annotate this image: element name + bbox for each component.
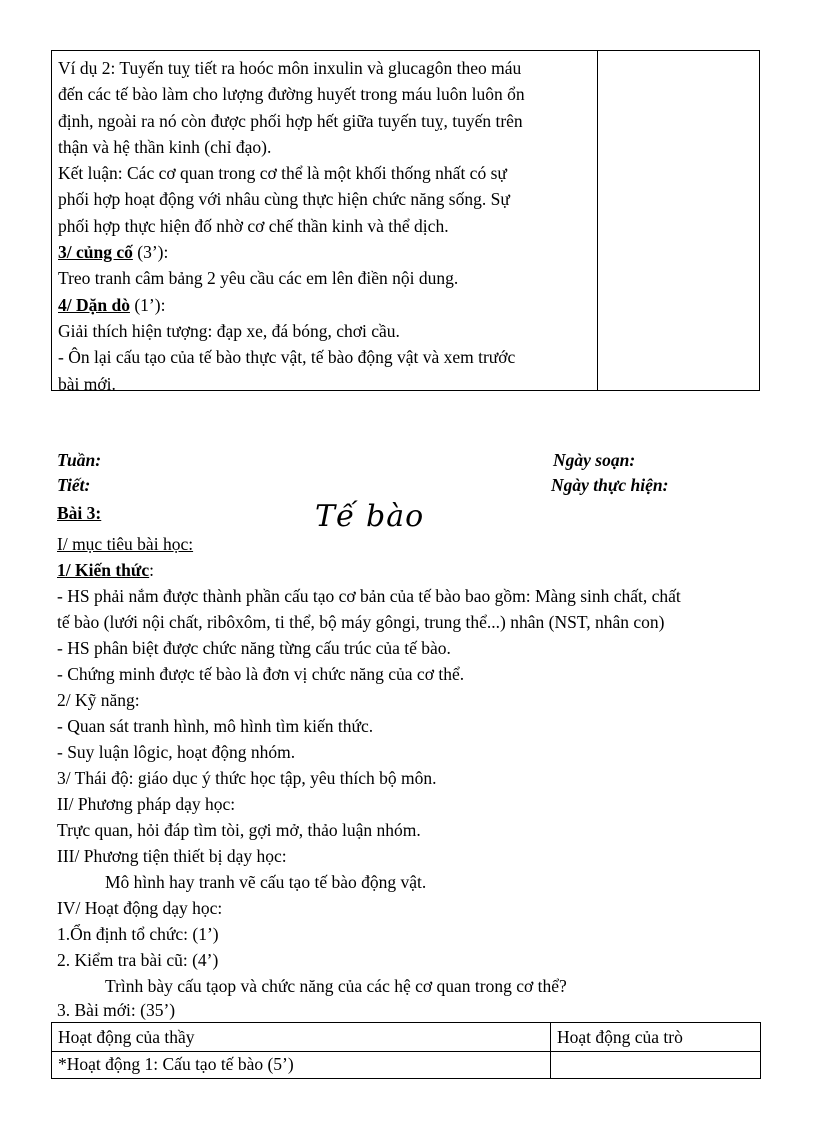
table-column-divider [597,51,598,390]
teacher-activity-cell [58,55,594,397]
review-question: Trình bày cấu tạop và chức năng của các hệ cơ quan trong cơ thể? [105,976,567,996]
skills-line: - Suy luận lôgic, hoạt động nhóm. [57,742,296,762]
knowledge-line: - Chứng minh được tế bào là đơn vị chức năng của cơ thể. [57,664,465,684]
example-line: đến các tế bào làm cho lượng đường huyết trong máu luôn luôn ổn [58,84,525,105]
knowledge-line: - HS phải nắm được thành phần cấu tạo cơ bản của tế bào bao gồm: Màng sinh chất, chất [57,586,681,606]
example-line: Ví dụ 2: Tuyến tuỵ tiết ra hoóc môn inxulin và glucagôn theo máu [58,58,522,78]
conclusion-line: Kết luận: Các cơ quan trong cơ thể là một khối thống nhất có sự [58,163,507,184]
consolidate-heading-line [58,239,594,265]
equipment-text: Mô hình hay tranh vẽ cấu tạo tế bào động vật. [105,872,427,892]
homework-heading-line [58,292,594,318]
equipment-heading: III/ Phương tiện thiết bị dạy học: [57,846,287,866]
homework-heading: 4/ Dặn dò [58,294,130,315]
methods-text: Trực quan, hỏi đáp tìm tòi, gợi mở, thảo luận nhóm. [57,820,421,840]
example-line: thận và hệ thần kinh (chỉ đạo). [58,136,272,157]
prep-date-label: Ngày soạn: [553,450,636,470]
knowledge-colon: : [149,560,155,580]
homework-line: bài mới. [58,373,116,394]
skills-line: - Quan sát tranh hình, mô hình tìm kiến thức. [57,716,374,736]
methods-heading: II/ Phương pháp dạy học: [57,794,236,814]
knowledge-line: - HS phân biệt được chức năng từng cấu trúc của tế bào. [57,638,451,658]
step-review: 2. Kiểm tra bài cũ: (4’) [57,950,219,970]
activities-table [51,1022,761,1079]
step-organize: 1.Ổn định tổ chức: (1’) [57,924,219,944]
lesson-continuation-table [51,50,760,394]
homework-line: - Ôn lại cấu tạo của tế bào thực vật, tế bào động vật và xem trước [58,347,516,368]
consolidate-heading: 3/ củng cố [58,242,133,263]
attitude-line: 3/ Thái độ: giáo dục ý thức học tập, yêu thích bộ môn. [57,768,437,788]
activity-1-row: *Hoạt động 1: Cấu tạo tế bào (5’) [58,1054,294,1074]
consolidate-time: (3’): [132,242,169,263]
homework-time: (1’): [129,294,166,315]
teach-date-label: Ngày thực hiện: [551,475,669,495]
consolidate-text: Treo tranh câm bảng 2 yêu cầu các em lên điền nội dung. [58,268,459,289]
example-line: định, ngoài ra nó còn được phối hợp hết giữa tuyến tuỵ, tuyến trên [58,110,523,131]
objectives-heading: I/ mục tiêu bài học: [57,534,194,554]
knowledge-heading: 1/ Kiến thức [57,560,150,580]
week-label: Tuần: [57,450,102,470]
conclusion-line: phối hợp thực hiện đố nhờ cơ chế thần kinh và thể dịch. [58,215,449,236]
knowledge-heading-line [57,557,154,583]
step-new-lesson: 3. Bài mới: (35’) [57,1000,176,1020]
teacher-activity-header: Hoạt động của thầy [58,1027,195,1047]
skills-heading: 2/ Kỹ năng: [57,690,140,710]
student-activity-header: Hoạt động của trò [557,1027,683,1047]
homework-line: Giải thích hiện tượng: đạp xe, đá bóng, chơi cầu. [58,320,400,341]
lesson-title: Tế bào [315,499,425,534]
activities-heading: IV/ Hoạt động dạy học: [57,898,223,918]
lesson-label: Bài 3: [57,503,102,523]
period-label: Tiết: [57,475,91,495]
knowledge-line: tế bào (lưới nội chất, ribôxôm, ti thể, bộ máy gôngi, trung thể...) nhân (NST, nhân con) [57,612,665,632]
conclusion-line: phối hợp hoạt động với nhâu cùng thực hiện chức năng sống. Sự [58,189,510,210]
